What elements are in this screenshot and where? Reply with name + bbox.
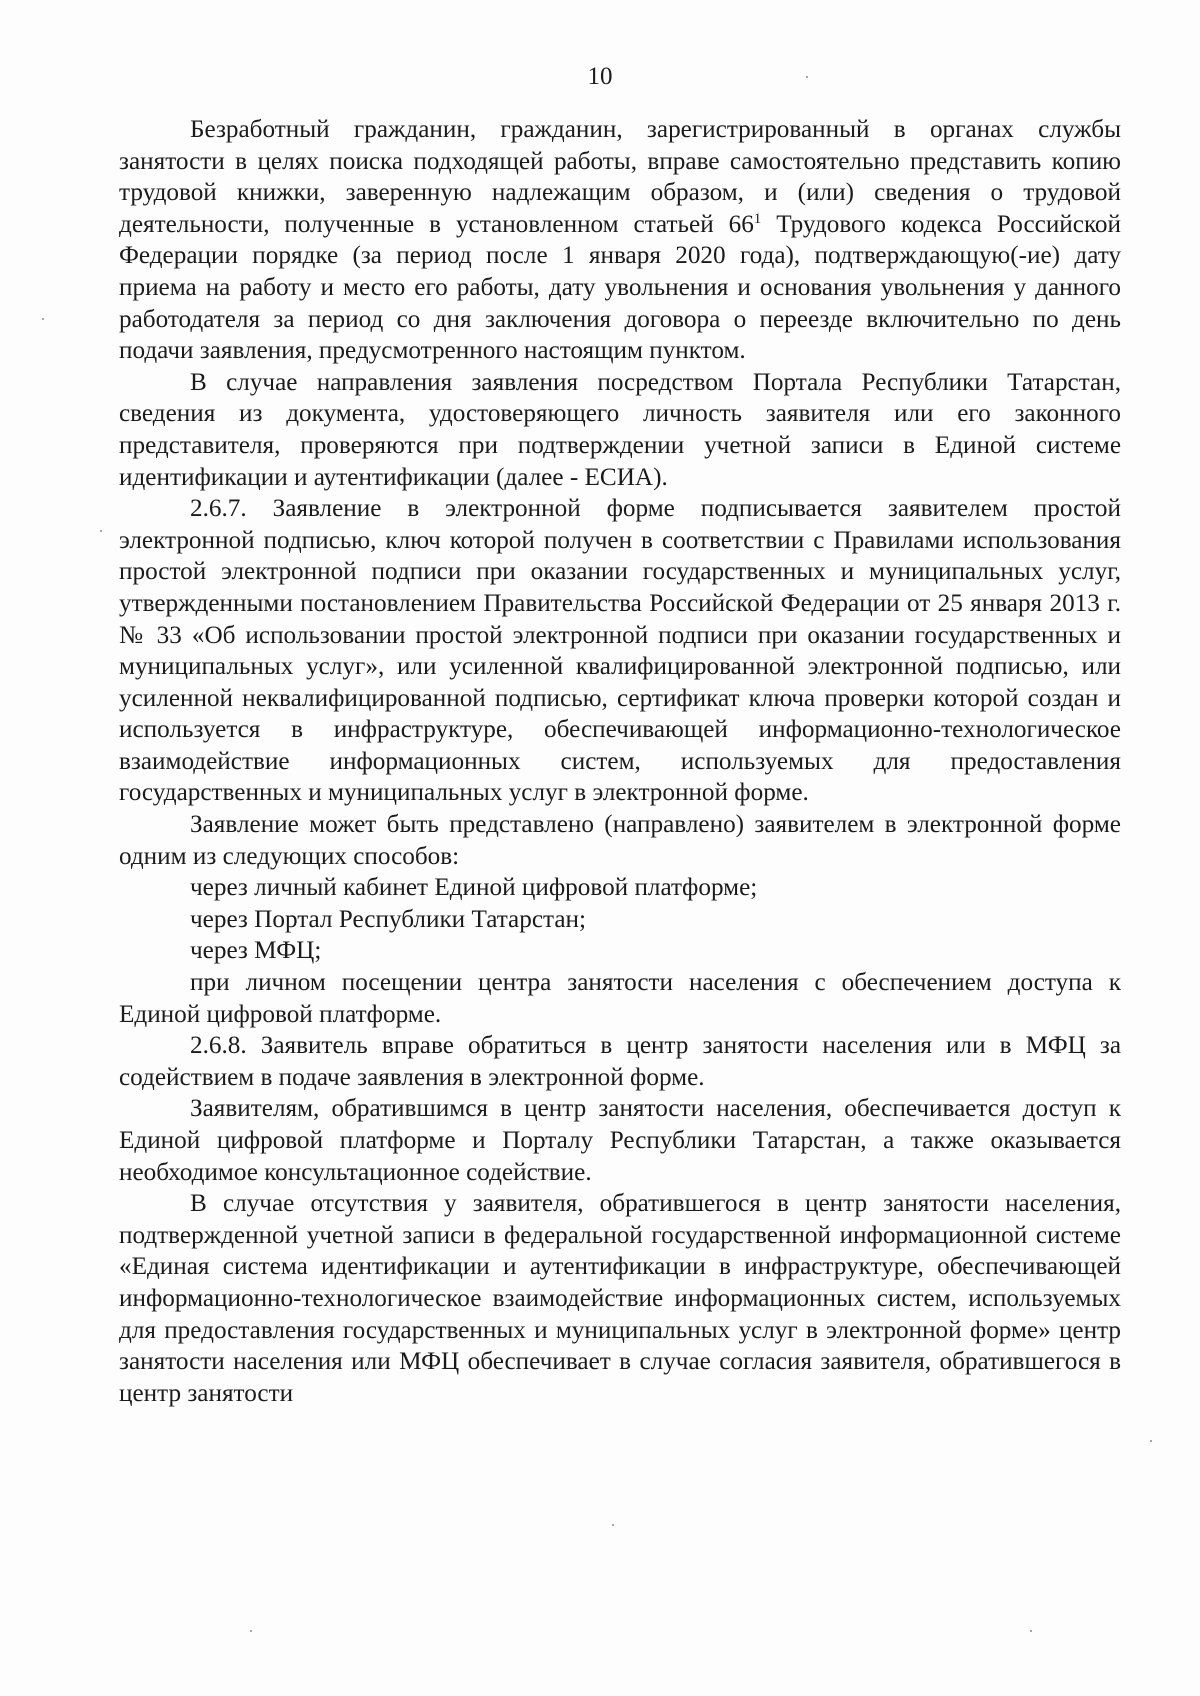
paragraph-applicants-access: Заявителям, обратившимся в центр занятости населения, обеспечивается доступ к Единой цифровой платформе и Порталу Республики Татарстан, а также оказывается необходимое консультационное содействие. (119, 1095, 1121, 1186)
paragraph-unemployed-citizen (119, 114, 1121, 367)
paragraph-portal-verification: В случае направления заявления посредством Портала Республики Татарстан, сведения из документа, удостоверяющего личность заявителя или его законного представителя, проверяются при подтверждении учетной записи в Единой системе идентификации и аутентификации (далее - ЕСИА). (119, 368, 1121, 491)
scan-speck (1030, 1630, 1032, 1632)
page-number: 10 (587, 63, 613, 90)
list-item-portal: через Портал Республики Татарстан; (190, 905, 586, 933)
list-item-mfc: через МФЦ; (190, 937, 322, 965)
scan-speck (42, 318, 44, 320)
superscript: 1 (753, 210, 762, 227)
list-item-personal-account: через личный кабинет Единой цифровой платформе; (190, 874, 758, 902)
paragraph-submission-methods: Заявление может быть представлено (направлено) заявителем в электронной форме одним из следующих способов: (119, 811, 1121, 870)
scan-speck (612, 1524, 614, 1526)
paragraph-no-account: В случае отсутствия у заявителя, обратившегося в центр занятости населения, подтвержденной учетной записи в федеральной государственной информационной системе «Единая система идентификации и аутентификации в инфраструктуре, обеспечивающей информационно-технологическое взаимодействие информационных систем, используемых для предоставления государственных и муниципальных услуг в электронной форме» центр занятости населения или МФЦ обеспечивает в случае согласия заявителя, обратившегося в центр занятости (119, 1190, 1121, 1407)
scan-speck (806, 76, 808, 78)
paragraph-text: Трудового кодекса Российской Федерации порядке (за период после 1 января 2020 года), подтверждающую(-ие) дату приема на работу и место его работы, дату увольнения и основания увольнения у данного работодателя за период со дня заключения договора о переезде включительно по день подачи заявления, предусмотренного настоящим пунктом. (119, 210, 1121, 365)
paragraph-2-6-7: 2.6.7. Заявление в электронной форме подписывается заявителем простой электронной подписью, ключ которой получен в соответствии с Правилами использования простой электронной подписи при оказании государственных и муниципальных услуг, утвержденными постановлением Правительства Российской Федерации от 25 января 2013 г. № 33 «Об использовании простой электронной подписи при оказании государственных и муниципальных услуг», или усиленной квалифицированной электронной подписью, или усиленной неквалифицированной подписью, сертификат ключа проверки которой создан и используется в инфраструктуре, обеспечивающей информационно-технологическое взаимодействие информационных систем, используемых для предоставления государственных и муниципальных услуг в электронной форме. (119, 495, 1121, 807)
scan-speck (1150, 1440, 1152, 1442)
document-body (119, 114, 1121, 1409)
paragraph-text: Безработный гражданин, гражданин, зарегистрированный в органах службы занятости в целях поиска подходящей работы, вправе самостоятельно представить копию трудовой книжки, заверенную надлежащим образом, и (или) сведения о трудовой деятельности, полученные в установленном статьей 66 (119, 116, 1121, 238)
list-item-personal-visit: при личном посещении центра занятости населения с обеспечением доступа к Единой цифровой платформе. (119, 969, 1121, 1028)
paragraph-2-6-8: 2.6.8. Заявитель вправе обратиться в центр занятости населения или в МФЦ за содействием в подаче заявления в электронной форме. (119, 1032, 1121, 1091)
scan-speck (100, 530, 102, 532)
scan-speck (250, 1630, 252, 1632)
